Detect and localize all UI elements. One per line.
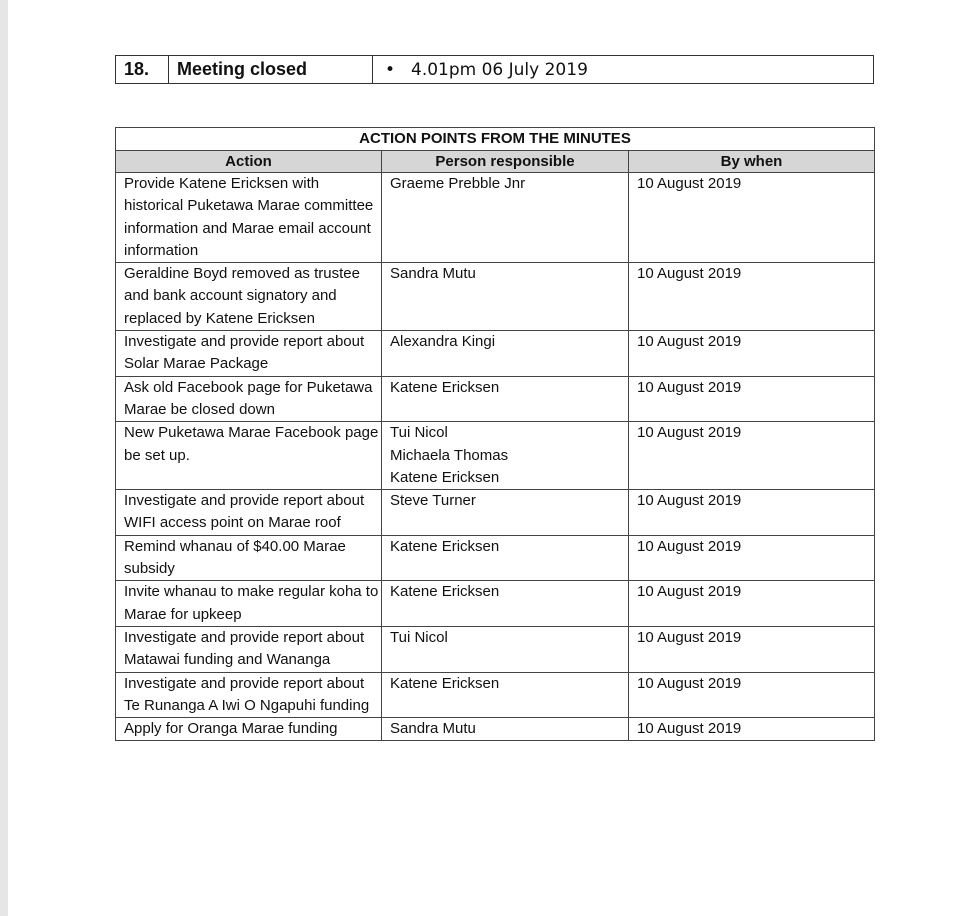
by-when-cell: 10 August 2019 xyxy=(629,672,875,718)
action-points-table xyxy=(115,127,875,741)
person-name: Katene Ericksen xyxy=(390,468,500,486)
person-cell xyxy=(382,672,629,718)
person-name: Michaela Thomas xyxy=(390,446,509,464)
action-cell: Investigate and provide report about Solar Marae Package xyxy=(116,331,382,377)
person-cell xyxy=(382,581,629,627)
item-title: Meeting closed xyxy=(169,56,373,84)
table-row xyxy=(116,376,875,422)
person-name: Katene Ericksen xyxy=(390,378,500,396)
person-cell xyxy=(382,490,629,536)
agenda-item-row xyxy=(116,56,874,84)
by-when-cell: 10 August 2019 xyxy=(629,263,875,331)
table-row xyxy=(116,490,875,536)
person-name: Sandra Mutu xyxy=(390,720,476,738)
person-cell xyxy=(382,173,629,263)
action-cell: Invite whanau to make regular koha to Marae for upkeep xyxy=(116,581,382,627)
action-cell: New Puketawa Marae Facebook page be set up. xyxy=(116,422,382,490)
by-when-cell: 10 August 2019 xyxy=(629,535,875,581)
table-row xyxy=(116,718,875,741)
table-row xyxy=(116,331,875,377)
person-cell xyxy=(382,535,629,581)
person-name: Graeme Prebble Jnr xyxy=(390,175,526,192)
person-cell xyxy=(382,718,629,741)
person-cell xyxy=(382,331,629,377)
person-cell xyxy=(382,422,629,490)
header-row xyxy=(116,151,875,173)
person-name: Alexandra Kingi xyxy=(390,333,496,351)
table-row xyxy=(116,173,875,263)
person-name: Tui Nicol xyxy=(390,628,448,646)
by-when-cell: 10 August 2019 xyxy=(629,718,875,741)
action-cell: Ask old Facebook page for Puketawa Marae be closed down xyxy=(116,376,382,422)
agenda-item-table xyxy=(115,55,874,84)
action-cell: Investigate and provide report about WIFI access point on Marae roof xyxy=(116,490,382,536)
action-cell: Investigate and provide report about Te Runanga A Iwi O Ngapuhi funding xyxy=(116,672,382,718)
by-when-cell: 10 August 2019 xyxy=(629,173,875,263)
action-cell: Apply for Oranga Marae funding xyxy=(116,718,382,741)
by-when-cell: 10 August 2019 xyxy=(629,422,875,490)
by-when-cell: 10 August 2019 xyxy=(629,626,875,672)
person-name: Katene Ericksen xyxy=(390,537,500,555)
person-cell xyxy=(382,263,629,331)
by-when-cell: 10 August 2019 xyxy=(629,376,875,422)
column-header-by-when: By when xyxy=(629,151,875,173)
table-row xyxy=(116,626,875,672)
table-row xyxy=(116,535,875,581)
bullet-icon: • xyxy=(385,59,396,80)
table-caption: ACTION POINTS FROM THE MINUTES xyxy=(116,128,875,151)
table-row xyxy=(116,263,875,331)
table-row xyxy=(116,672,875,718)
action-cell: Investigate and provide report about Matawai funding and Wananga xyxy=(116,626,382,672)
table-row xyxy=(116,581,875,627)
item-detail xyxy=(373,56,874,84)
by-when-cell: 10 August 2019 xyxy=(629,581,875,627)
person-cell xyxy=(382,626,629,672)
person-cell xyxy=(382,376,629,422)
person-name: Katene Ericksen xyxy=(390,583,500,601)
column-header-action: Action xyxy=(116,151,382,173)
by-when-cell: 10 August 2019 xyxy=(629,490,875,536)
action-cell: Remind whanau of $40.00 Marae subsidy xyxy=(116,535,382,581)
closing-time: 4.01pm 06 July 2019 xyxy=(411,59,588,80)
person-name: Steve Turner xyxy=(390,492,476,510)
person-name: Tui Nicol xyxy=(390,424,448,442)
table-row xyxy=(116,422,875,490)
column-header-person: Person responsible xyxy=(382,151,629,173)
page-edge xyxy=(0,0,8,916)
person-name: Sandra Mutu xyxy=(390,265,476,283)
person-name: Katene Ericksen xyxy=(390,674,500,692)
item-number: 18. xyxy=(116,56,169,84)
action-cell: Geraldine Boyd removed as trustee and bank account signatory and replaced by Katene Ericksen xyxy=(116,263,382,331)
action-cell: Provide Katene Ericksen with historical Puketawa Marae committee information and Marae email account information xyxy=(116,173,382,263)
by-when-cell: 10 August 2019 xyxy=(629,331,875,377)
